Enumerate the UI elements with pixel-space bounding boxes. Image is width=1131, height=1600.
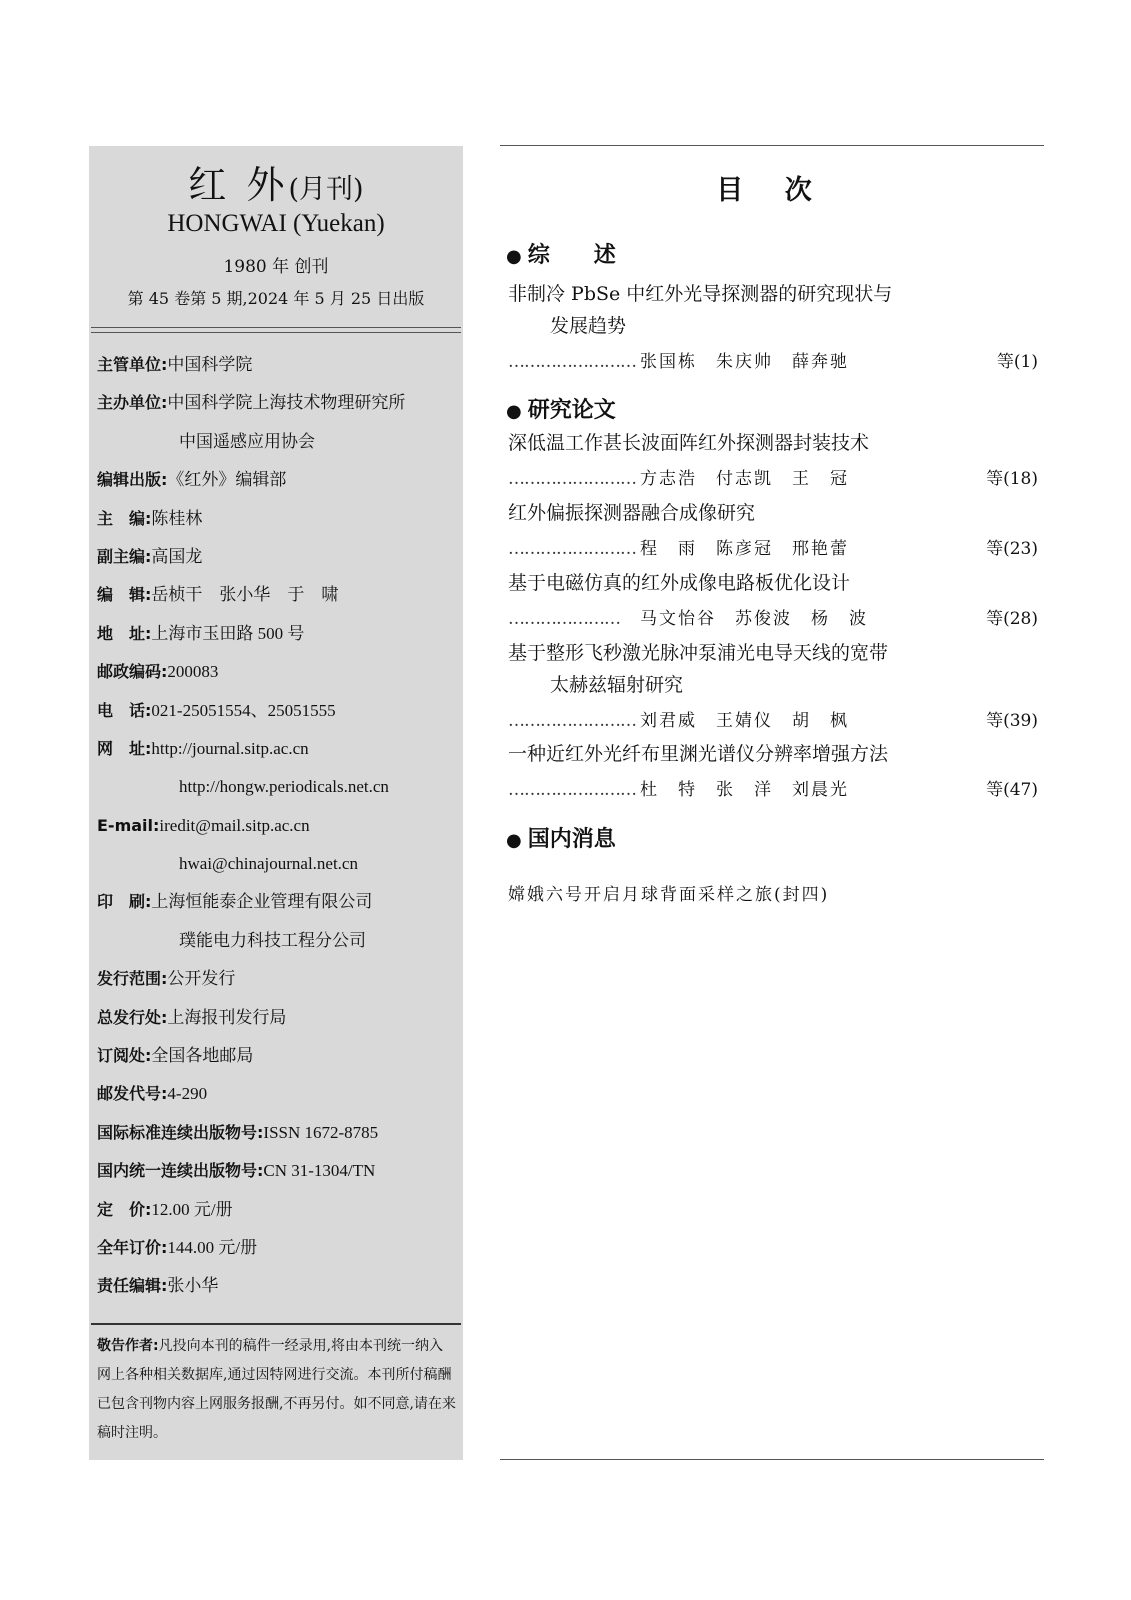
info-label: 主管单位: [97, 355, 168, 374]
leader-dots: …………………… [508, 780, 636, 800]
info-value: CN 31-1304/TN [263, 1161, 376, 1181]
info-value[interactable]: iredit@mail.sitp.ac.cn [159, 815, 310, 835]
info-label: 总发行处: [97, 1007, 168, 1027]
section-heading: ● 国内消息 [506, 827, 616, 852]
info-value: 021-25051554、25051555 [151, 700, 336, 720]
article-byline [508, 529, 1038, 569]
info-row [97, 807, 457, 845]
article-byline [508, 770, 1038, 810]
info-row [97, 922, 457, 960]
info-row [97, 1037, 457, 1075]
leader-dots: …………………… [508, 711, 636, 731]
info-value: 中国科学院 [167, 355, 253, 374]
article-page: 等(23) [986, 539, 1038, 559]
info-value: 高国龙 [151, 546, 203, 566]
info-label: E-mail: [97, 815, 160, 835]
info-label: 国际标准连续出版物号: [97, 1122, 264, 1142]
article-title: 非制冷 PbSe 中红外光导探测器的研究现状与 [508, 283, 893, 305]
article-page: 等(18) [986, 469, 1038, 489]
article-page: 等(1) [996, 352, 1038, 372]
info-value: 上海恒能泰企业管理有限公司 [151, 892, 373, 912]
article-title: 深低温工作甚长波面阵红外探测器封装技术 [508, 432, 870, 454]
divider [91, 1323, 461, 1325]
article-title: 红外偏振探测器融合成像研究 [508, 502, 756, 524]
divider [91, 327, 461, 328]
info-row [97, 461, 457, 499]
article-byline [508, 599, 1038, 639]
toc-entry[interactable] [508, 738, 1038, 810]
info-row [97, 1191, 457, 1229]
info-value: 中国科学院上海技术物理研究所 [167, 393, 406, 413]
founded-year: 1980 年 创刊 [223, 257, 329, 277]
article-authors: 杜 特 张 洋 刘晨光 [640, 780, 849, 800]
info-value: 200083 [167, 662, 219, 682]
info-row [97, 384, 457, 422]
info-label: 主 编: [97, 508, 152, 528]
article-page: 等(28) [986, 609, 1038, 629]
article-authors: 张国栋 朱庆帅 薛奔驰 [640, 352, 849, 372]
section-heading: ● 综 述 [506, 243, 616, 268]
info-row [97, 1114, 457, 1152]
info-row [97, 1075, 457, 1113]
info-value: 陈桂林 [151, 508, 203, 528]
info-row [97, 576, 457, 614]
article-authors: 马文怡谷 苏俊波 杨 波 [640, 609, 868, 629]
info-row [97, 1267, 457, 1305]
info-label: 邮发代号: [97, 1084, 168, 1104]
info-row [97, 883, 457, 921]
info-row [97, 1229, 457, 1267]
info-value: 上海市玉田路 500 号 [151, 623, 305, 643]
toc-entry[interactable] [508, 278, 1038, 382]
divider [91, 332, 461, 333]
info-value: 中国遥感应用协会 [179, 431, 315, 451]
info-label: 全年订价: [97, 1237, 168, 1257]
info-label: 国内统一连续出版物号: [97, 1161, 264, 1181]
leader-dots: …………………… [508, 539, 636, 559]
news-item[interactable]: 嫦娥六号开启月球背面采样之旅(封四) [508, 885, 830, 905]
info-label: 定 价: [97, 1199, 152, 1219]
divider [500, 1459, 1044, 1460]
article-byline [508, 342, 1038, 382]
toc-entry[interactable] [508, 567, 1038, 639]
info-label: 编辑出版: [97, 470, 168, 490]
author-notice: 敬告作者:凡投向本刊的稿件一经录用,将由本刊统一纳入网上各种相关数据库,通过因特网进行交流。本刊所付稿酬已包含刊物内容上网服务报酬,不再另付。如不同意,请在来稿时注明。 [97, 1338, 456, 1441]
masthead-panel [89, 146, 463, 1460]
info-value: 公开发行 [167, 969, 236, 989]
article-title: 一种近红外光纤布里渊光谱仪分辨率增强方法 [508, 743, 889, 765]
info-label: 发行范围: [97, 969, 168, 989]
info-row [97, 500, 457, 538]
info-row [97, 423, 457, 461]
info-value: ISSN 1672-8785 [263, 1122, 379, 1142]
info-label: 网 址: [97, 738, 152, 758]
article-title: 基于电磁仿真的红外成像电路板优化设计 [508, 572, 851, 594]
info-value: 全国各地邮局 [151, 1046, 254, 1066]
info-row [97, 730, 457, 768]
info-row [97, 346, 457, 384]
info-label: 邮政编码: [97, 662, 168, 682]
info-row [97, 999, 457, 1037]
info-value[interactable]: http://hongw.periodicals.net.cn [179, 777, 389, 797]
info-label: 副主编: [97, 546, 152, 566]
info-row [97, 653, 457, 691]
info-value: 岳桢干 张小华 于 啸 [151, 585, 339, 605]
leader-dots: …………………… [508, 469, 636, 489]
leader-dots: ………………… [508, 609, 620, 629]
info-row [97, 538, 457, 576]
toc-title: 目 次 [716, 175, 828, 206]
info-row [97, 615, 457, 653]
journal-title-en: HONGWAI (Yuekan) [167, 210, 385, 237]
info-label: 印 刷: [97, 892, 152, 912]
info-value: 《红外》编辑部 [167, 470, 287, 490]
toc-entry[interactable] [508, 497, 1038, 569]
article-title-cont: 太赫兹辐射研究 [550, 674, 684, 696]
info-value: 12.00 元/册 [151, 1199, 233, 1219]
info-label: 地 址: [97, 623, 152, 643]
info-label: 主办单位: [97, 393, 168, 413]
info-value: 张小华 [167, 1276, 219, 1296]
info-value: 4-290 [167, 1084, 208, 1104]
toc-entry[interactable] [508, 637, 1038, 741]
info-label: 编 辑: [97, 585, 152, 605]
article-authors: 方志浩 付志凯 王 冠 [640, 469, 849, 489]
info-row [97, 1152, 457, 1190]
issue-info: 第 45 卷第 5 期,2024 年 5 月 25 日出版 [127, 289, 425, 308]
section-heading: ● 研究论文 [506, 398, 616, 423]
article-title-cont: 发展趋势 [550, 315, 627, 337]
article-authors: 程 雨 陈彦冠 邢艳蕾 [640, 539, 849, 559]
article-byline [508, 701, 1038, 741]
article-page: 等(39) [986, 711, 1038, 731]
article-page: 等(47) [986, 780, 1038, 800]
info-value[interactable]: hwai@chinajournal.net.cn [179, 854, 358, 874]
article-byline [508, 459, 1038, 499]
info-row [97, 692, 457, 730]
info-value: 璞能电力科技工程分公司 [179, 930, 366, 950]
leader-dots: …………………… [508, 352, 636, 372]
publication-info-list [97, 346, 457, 1306]
article-authors: 刘君威 王婧仪 胡 枫 [640, 711, 849, 731]
info-label: 电 话: [97, 700, 152, 720]
info-row [97, 845, 457, 883]
info-value: 上海报刊发行局 [167, 1007, 287, 1027]
divider [500, 145, 1044, 146]
info-value[interactable]: http://journal.sitp.ac.cn [151, 738, 309, 758]
article-title: 基于整形飞秒激光脉冲泵浦光电导天线的宽带 [508, 642, 889, 664]
info-label: 责任编辑: [97, 1276, 168, 1296]
toc-entry[interactable] [508, 427, 1038, 499]
info-row [97, 768, 457, 806]
info-label: 订阅处: [97, 1046, 152, 1066]
info-row [97, 960, 457, 998]
journal-title-cn: 红 外(月刊) [188, 163, 364, 207]
info-value: 144.00 元/册 [167, 1237, 258, 1257]
